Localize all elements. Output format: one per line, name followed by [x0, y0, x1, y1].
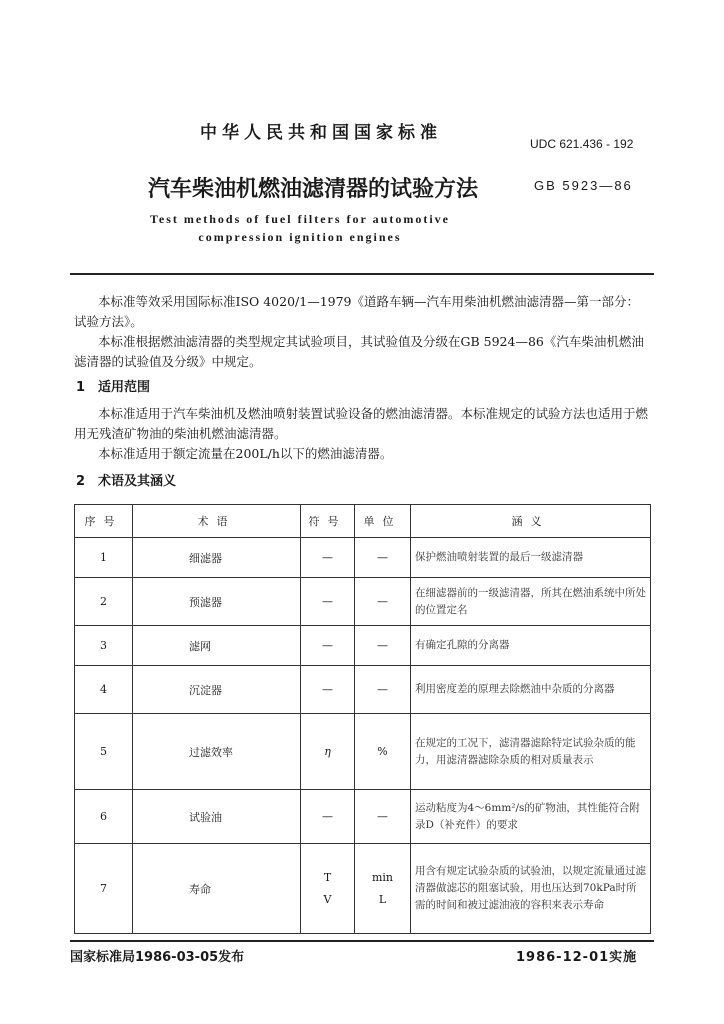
- row-term: 寿命: [133, 844, 301, 934]
- header-symbol: 符号: [301, 505, 355, 538]
- table-row: [75, 790, 651, 844]
- row-definition: 在细滤器前的一级滤清器，所其在燃油系统中所处的位置定名: [411, 578, 651, 626]
- section-2-heading: 2 术语及其涵义: [76, 474, 177, 489]
- header-number: 序号: [75, 505, 133, 538]
- row-unit: —: [355, 626, 411, 666]
- row-symbol: T V: [301, 844, 355, 934]
- header-definition: 涵义: [411, 505, 651, 538]
- row-term: 试验油: [133, 790, 301, 844]
- terms-table: [74, 504, 651, 934]
- row-symbol: —: [301, 626, 355, 666]
- header-unit: 单位: [355, 505, 411, 538]
- footer-divider: [70, 940, 654, 942]
- row-definition: 有确定孔隙的分离器: [411, 626, 651, 666]
- row-unit: min L: [355, 844, 411, 934]
- row-unit: —: [355, 790, 411, 844]
- standard-number: GB 5923—86: [534, 178, 633, 193]
- row-number: 7: [75, 844, 133, 934]
- intro-paragraph-2: 本标准根据燃油滤清器的类型规定其试验项目，其试验值及分级在GB 5924—86《汽车柴油机燃油滤清器的试验值及分级》中规定。: [74, 334, 644, 369]
- row-definition: 保护燃油喷射装置的最后一级滤清器: [411, 538, 651, 578]
- section-1-paragraph-1: 本标准适用于汽车柴油机及燃油喷射装置试验设备的燃油滤清器。本标准规定的试验方法也适用于燃用无残渣矿物油的柴油机燃油滤清器。: [74, 406, 649, 441]
- table-row: [75, 626, 651, 666]
- row-definition: 在规定的工况下，滤清器滤除特定试验杂质的能力，用滤清器滤除杂质的相对质量表示: [411, 714, 651, 790]
- row-symbol: —: [301, 578, 355, 626]
- row-unit: —: [355, 538, 411, 578]
- row-symbol: η: [301, 714, 355, 790]
- row-term: 预滤器: [133, 578, 301, 626]
- header-term: 术语: [133, 505, 301, 538]
- row-definition: 运动粘度为4～6mm²/s的矿物油，其性能符合附录D（补充件）的要求: [411, 790, 651, 844]
- row-number: 2: [75, 578, 133, 626]
- row-number: 6: [75, 790, 133, 844]
- row-term: 滤网: [133, 626, 301, 666]
- row-number: 5: [75, 714, 133, 790]
- table-row: [75, 844, 651, 934]
- row-unit: —: [355, 578, 411, 626]
- table-header-row: [75, 505, 651, 538]
- row-definition: 用含有规定试验杂质的试验油，以规定流量通过滤清器做滤芯的阻塞试验，用也压达到70kPa时所需的时间和被过滤油液的容积来表示寿命: [411, 844, 651, 934]
- table-row: [75, 578, 651, 626]
- row-symbol: —: [301, 666, 355, 714]
- row-term: 细滤器: [133, 538, 301, 578]
- row-symbol: —: [301, 538, 355, 578]
- row-term: 过滤效率: [133, 714, 301, 790]
- udc-number: UDC 621.436 - 192: [530, 137, 634, 151]
- row-symbol: —: [301, 790, 355, 844]
- row-definition: 利用密度差的原理去除燃油中杂质的分离器: [411, 666, 651, 714]
- row-unit: —: [355, 666, 411, 714]
- row-term: 沉淀器: [133, 666, 301, 714]
- row-number: 1: [75, 538, 133, 578]
- header-divider: [70, 273, 654, 275]
- section-1-heading: 1 适用范围: [76, 380, 151, 395]
- table-row: [75, 714, 651, 790]
- row-number: 4: [75, 666, 133, 714]
- issuing-authority: 中华人民共和国国家标准: [200, 123, 442, 143]
- table-row: [75, 538, 651, 578]
- english-title: Test methods of fuel filters for automotive compression ignition engines: [150, 212, 450, 244]
- section-1-paragraph-2: 本标准适用于额定流量在200L/h以下的燃油滤清器。: [98, 446, 393, 461]
- document-title: 汽车柴油机燃油滤清器的试验方法: [148, 177, 479, 202]
- intro-paragraph-1: 本标准等效采用国际标准ISO 4020/1—1979《道路车辆—汽车用柴油机燃油滤清器—第一部分：试验方法》。: [74, 294, 640, 329]
- row-number: 3: [75, 626, 133, 666]
- table-row: [75, 666, 651, 714]
- effective-date: 1986-12-01实施: [516, 950, 638, 965]
- issue-date: 国家标准局1986-03-05发布: [70, 950, 245, 965]
- row-unit: %: [355, 714, 411, 790]
